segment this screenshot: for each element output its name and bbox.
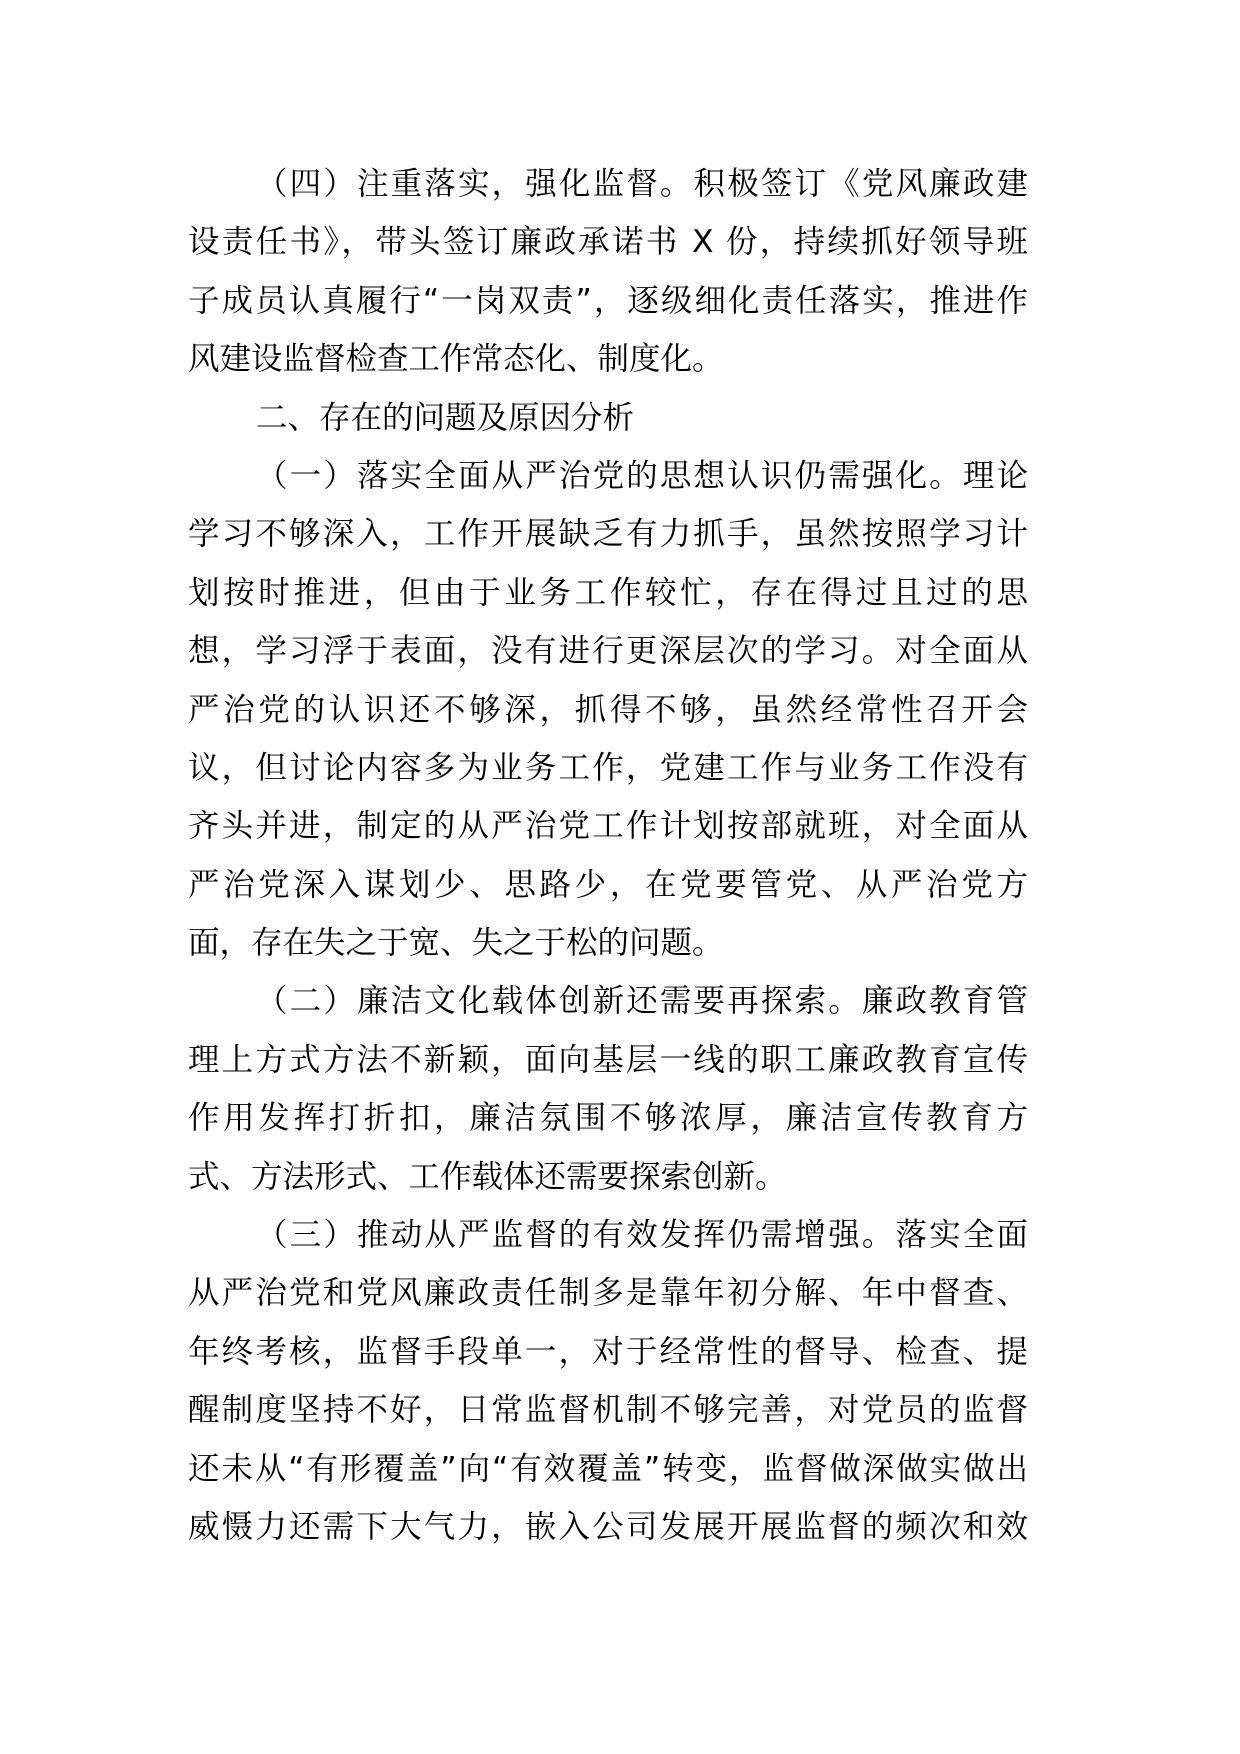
paragraph-line: 划按时推进，但由于业务工作较忙，存在得过且过的思: [188, 574, 1028, 611]
paragraph-line: 齐头并进，制定的从严治党工作计划按部就班，对全面从: [188, 808, 1028, 845]
section-heading: 二、存在的问题及原因分析: [256, 399, 635, 436]
paragraph-line: 醒制度坚持不好，日常监督机制不够完善，对党员的监督: [188, 1392, 1028, 1429]
paragraph-line: 想，学习浮于表面，没有进行更深层次的学习。对全面从: [188, 633, 1028, 670]
paragraph-2-integrity-culture: [188, 972, 1028, 1206]
paragraph-4-focus-implementation: [188, 155, 1028, 389]
paragraph-line: 风建设监督检查工作常态化、制度化。: [188, 341, 724, 378]
paragraph-line: 还未从“有形覆盖”向“有效覆盖”转变，监督做深做实做出: [188, 1450, 1028, 1487]
paragraph-line: 学习不够深入，工作开展缺乏有力抓手，虽然按照学习计: [188, 516, 1028, 553]
paragraph-line: 子成员认真履行“一岗双责”，逐级细化责任落实，推进作: [188, 282, 1028, 319]
paragraph-1-ideological-awareness: [188, 447, 1028, 973]
paragraph-line: 议，但讨论内容多为业务工作，党建工作与业务工作没有: [188, 749, 1028, 786]
paragraph-line: 面，存在失之于宽、失之于松的问题。: [188, 925, 724, 962]
document-body: [188, 155, 1028, 1556]
paragraph-line: 设责任书》，带头签订廉政承诺书 X 份，持续抓好领导班: [188, 224, 1028, 261]
paragraph-line: （二）廉洁文化载体创新还需要再探索。廉政教育管: [256, 983, 1028, 1020]
paragraph-line: （四）注重落实，强化监督。积极签订《党风廉政建: [256, 166, 1028, 202]
paragraph-line: 理上方式方法不新颖，面向基层一线的职工廉政教育宣传: [188, 1041, 1028, 1078]
paragraph-line: （一）落实全面从严治党的思想认识仍需强化。理论: [256, 457, 1028, 494]
paragraph-line: （三）推动从严监督的有效发挥仍需增强。落实全面: [256, 1217, 1028, 1254]
paragraph-line: 严治党的认识还不够深，抓得不够，虽然经常性召开会: [188, 691, 1028, 728]
section-heading-problems: [188, 389, 1028, 447]
paragraph-3-strict-supervision: [188, 1206, 1028, 1556]
paragraph-line: 严治党深入谋划少、思路少，在党要管党、从严治党方: [188, 866, 1028, 903]
paragraph-line: 年终考核，监督手段单一，对于经常性的督导、检查、提: [188, 1333, 1028, 1370]
paragraph-line: 威慑力还需下大气力，嵌入公司发展开展监督的频次和效: [188, 1508, 1028, 1545]
paragraph-line: 从严治党和党风廉政责任制多是靠年初分解、年中督查、: [188, 1275, 1028, 1312]
paragraph-line: 作用发挥打折扣，廉洁氛围不够浓厚，廉洁宣传教育方: [188, 1100, 1028, 1137]
paragraph-line: 式、方法形式、工作载体还需要探索创新。: [188, 1158, 787, 1195]
